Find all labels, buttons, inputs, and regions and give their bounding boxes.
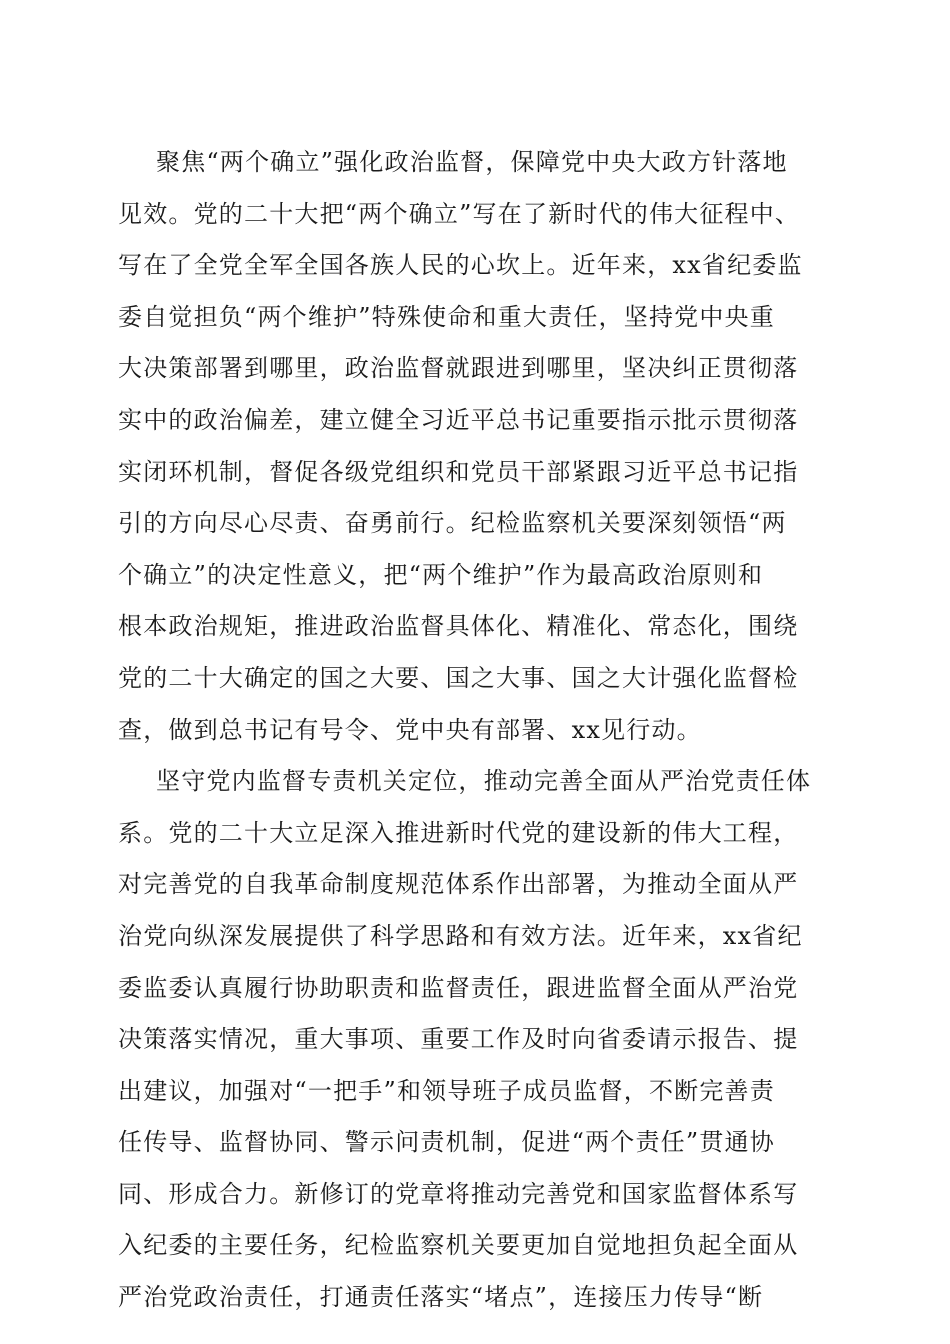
paragraph-line: 任传导、监督协同、警示问责机制，促进“两个责任”贯通协: [118, 1128, 775, 1157]
paragraph-line: 写在了全党全军全国各族人民的心坎上。近年来，xx省纪委监: [118, 251, 803, 280]
paragraph-line: 出建议，加强对“一把手”和领导班子成员监督，不断完善责: [118, 1076, 775, 1105]
paragraph-line: 个确立”的决定性意义，把“两个维护”作为最高政治原则和: [118, 560, 764, 589]
paragraph-line: 入纪委的主要任务，纪检监察机关要更加自觉地担负起全面从: [118, 1231, 799, 1260]
paragraph-line: 见效。党的二十大把“两个确立”写在了新时代的伟大征程中、: [118, 199, 801, 228]
paragraph-line: 大决策部署到哪里，政治监督就跟进到哪里，坚决纠正贯彻落: [118, 354, 799, 383]
paragraph-line: 聚焦“两个确立”强化政治监督，保障党中央大政方针落地: [156, 148, 788, 176]
paragraph-line: 实闭环机制，督促各级党组织和党员干部紧跟习近平总书记指: [118, 457, 799, 486]
paragraph-line: 同、形成合力。新修订的党章将推动完善党和国家监督体系写: [118, 1179, 799, 1208]
paragraph-political-supervision: [118, 137, 838, 756]
paragraph-line: 坚守党内监督专责机关定位，推动完善全面从严治党责任体: [156, 767, 812, 796]
paragraph-line: 系。党的二十大立足深入推进新时代党的建设新的伟大工程，: [118, 818, 799, 847]
paragraph-line: 引的方向尽心尽责、奋勇前行。纪检监察机关要深刻领悟“两: [118, 509, 787, 538]
paragraph-line: 决策落实情况，重大事项、重要工作及时向省委请示报告、提: [118, 1025, 799, 1054]
paragraph-line: 委监委认真履行协助职责和监督责任，跟进监督全面从严治党: [118, 973, 799, 1002]
paragraph-line: 治党向纵深发展提供了科学思路和有效方法。近年来，xx省纪: [118, 921, 803, 950]
paragraph-line: 查，做到总书记有号令、党中央有部署、xx见行动。: [118, 715, 702, 744]
paragraph-line: 根本政治规矩，推进政治监督具体化、精准化、常态化，围绕: [118, 612, 799, 641]
paragraph-line: 实中的政治偏差，建立健全习近平总书记重要指示批示贯彻落: [118, 405, 799, 434]
document-body: [118, 137, 838, 1324]
paragraph-responsibility-system: [118, 756, 838, 1324]
paragraph-line: 党的二十大确定的国之大要、国之大事、国之大计强化监督检: [118, 663, 799, 692]
paragraph-line: 委自觉担负“两个维护”特殊使命和重大责任，坚持党中央重: [118, 302, 775, 331]
paragraph-line: 严治党政治责任，打通责任落实“堵点”，连接压力传导“断: [118, 1283, 764, 1312]
paragraph-line: 对完善党的自我革命制度规范体系作出部署，为推动全面从严: [118, 870, 799, 899]
